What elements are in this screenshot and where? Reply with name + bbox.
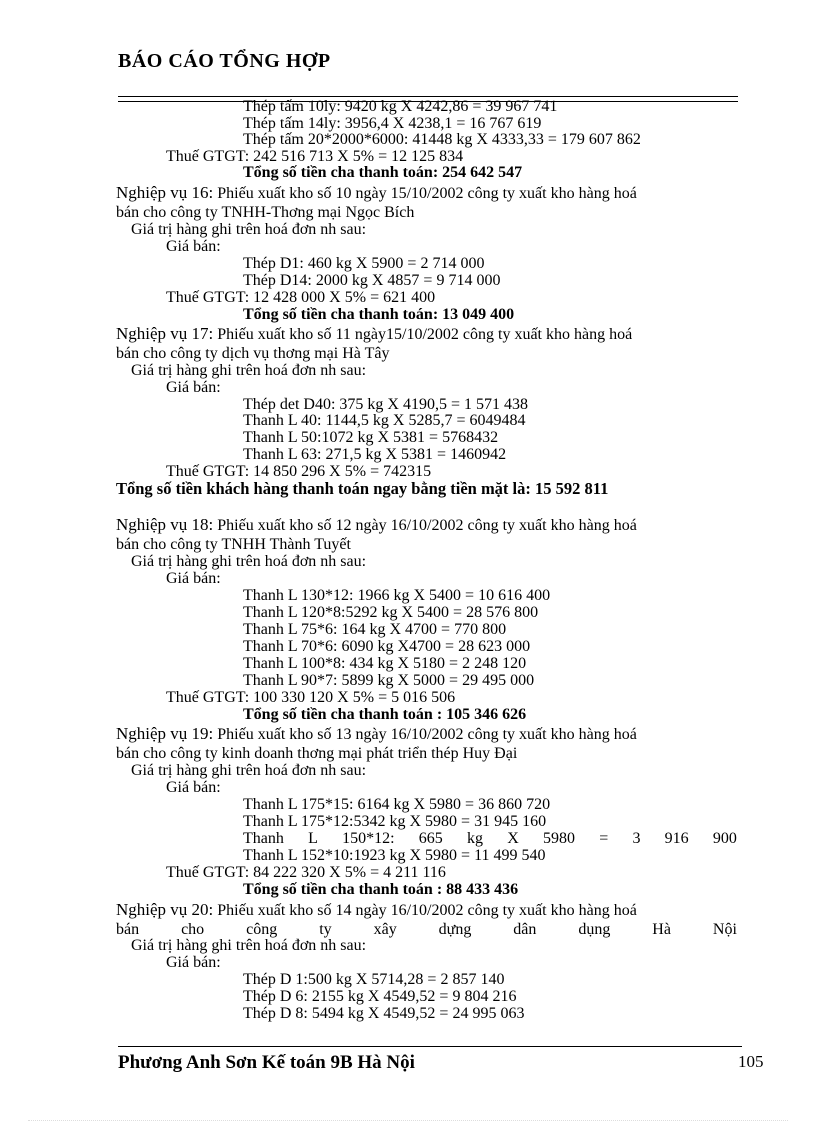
word: xây xyxy=(373,921,397,938)
text-line: Giá bán: xyxy=(166,779,221,796)
transaction-label: Nghiệp vụ 19: xyxy=(116,724,214,743)
text-line: Thép tấm 20*2000*6000: 41448 kg X 4333,33 = 179 607 862 xyxy=(243,131,641,148)
word: ty xyxy=(319,921,332,938)
total-line: Tổng số tiền cha thanh toán: 254 642 547 xyxy=(243,164,523,181)
text-line: bán cho công ty TNHH-Thơng mại Ngọc Bích xyxy=(116,204,415,221)
page-header-title: BÁO CÁO TỔNG HỢP xyxy=(118,50,331,72)
transaction-line xyxy=(116,516,637,534)
transaction-description: Phiếu xuất kho số 13 ngày 16/10/2002 công ty xuất kho hàng hoá xyxy=(217,726,637,743)
text-line: Giá bán: xyxy=(166,238,221,255)
tax-line: Thuế GTGT: 242 516 713 X 5% = 12 125 834 xyxy=(166,148,464,165)
transaction-label: Nghiệp vụ 16: xyxy=(116,183,214,202)
word: 150*12: xyxy=(342,830,395,847)
text-line: Thép D 8: 5494 kg X 4549,52 = 24 995 063 xyxy=(243,1005,525,1022)
transaction-description: Phiếu xuất kho số 12 ngày 16/10/2002 công ty xuất kho hàng hoá xyxy=(217,517,637,534)
transaction-description: Phiếu xuất kho số 11 ngày15/10/2002 công ty xuất kho hàng hoá xyxy=(217,326,633,343)
word: bán xyxy=(116,921,140,938)
text-line: Giá bán: xyxy=(166,570,221,587)
transaction-line xyxy=(116,184,637,202)
text-line: Thanh L 175*15: 6164 kg X 5980 = 36 860 720 xyxy=(243,796,551,813)
total-line: Tổng số tiền cha thanh toán : 105 346 626 xyxy=(243,706,527,723)
text-line: Thép D 1:500 kg X 5714,28 = 2 857 140 xyxy=(243,971,505,988)
text-line: bán cho công ty kinh doanh thơng mại phát triển thép Huy Đại xyxy=(116,745,518,762)
word: dựng xyxy=(438,921,472,938)
text-line: Thanh L 100*8: 434 kg X 5180 = 2 248 120 xyxy=(243,655,527,672)
page-edge xyxy=(28,1120,788,1121)
text-line: Thanh L 90*7: 5899 kg X 5000 = 29 495 000 xyxy=(243,672,535,689)
text-line: Thép tấm 14ly: 3956,4 X 4238,1 = 16 767 619 xyxy=(243,115,542,132)
word: L xyxy=(308,830,318,847)
transaction-description: Phiếu xuất kho số 10 ngày 15/10/2002 công ty xuất kho hàng hoá xyxy=(217,185,637,202)
text-line: Giá trị hàng ghi trên hoá đơn nh sau: xyxy=(131,762,367,779)
word: kg xyxy=(466,830,483,847)
text-line: Thanh L 63: 271,5 kg X 5381 = 1460942 xyxy=(243,446,507,463)
justified-line xyxy=(116,921,737,938)
text-line: Giá trị hàng ghi trên hoá đơn nh sau: xyxy=(131,937,367,954)
text-line: bán cho công ty dịch vụ thơng mại Hà Tây xyxy=(116,345,390,362)
word: Thanh xyxy=(243,830,284,847)
text-line: Thanh L 152*10:1923 kg X 5980 = 11 499 540 xyxy=(243,847,546,864)
word: cho xyxy=(181,921,205,938)
text-line: Thanh L 175*12:5342 kg X 5980 = 31 945 160 xyxy=(243,813,547,830)
word: Hà xyxy=(652,921,671,938)
text-line: bán cho công ty TNHH Thành Tuyết xyxy=(116,536,351,553)
text-line: Thanh L 75*6: 164 kg X 4700 = 770 800 xyxy=(243,621,507,638)
word: dân xyxy=(513,921,537,938)
text-line: Thép D 6: 2155 kg X 4549,52 = 9 804 216 xyxy=(243,988,517,1005)
word: X xyxy=(507,830,519,847)
text-line: Thép D1: 460 kg X 5900 = 2 714 000 xyxy=(243,255,485,272)
tax-line: Thuế GTGT: 84 222 320 X 5% = 4 211 116 xyxy=(166,864,446,881)
word: công xyxy=(246,921,278,938)
text-line: Giá trị hàng ghi trên hoá đơn nh sau: xyxy=(131,362,367,379)
word: = xyxy=(599,830,609,847)
text-line: Thanh L 120*8:5292 kg X 5400 = 28 576 800 xyxy=(243,604,539,621)
text-line: Thanh L 40: 1144,5 kg X 5285,7 = 6049484 xyxy=(243,412,526,429)
transaction-line xyxy=(116,725,637,743)
word: 3 xyxy=(632,830,641,847)
tax-line: Thuế GTGT: 12 428 000 X 5% = 621 400 xyxy=(166,289,436,306)
word: Nội xyxy=(712,921,737,938)
transaction-label: Nghiệp vụ 20: xyxy=(116,900,214,919)
transaction-line xyxy=(116,901,637,919)
text-line: Thép tấm 10ly: 9420 kg X 4242,86 = 39 967 741 xyxy=(243,98,558,115)
text-line: Giá bán: xyxy=(166,379,221,396)
transaction-label: Nghiệp vụ 18: xyxy=(116,515,214,534)
text-line: Giá bán: xyxy=(166,954,221,971)
word: dụng xyxy=(578,921,611,938)
text-line: Giá trị hàng ghi trên hoá đơn nh sau: xyxy=(131,553,367,570)
word: 5980 xyxy=(542,830,575,847)
footer-author: Phương Anh Sơn Kế toán 9B Hà Nội xyxy=(118,1052,415,1073)
tax-line: Thuế GTGT: 100 330 120 X 5% = 5 016 506 xyxy=(166,689,456,706)
page-number: 105 xyxy=(738,1052,764,1071)
transaction-line xyxy=(116,325,632,343)
text-line: Thép D14: 2000 kg X 4857 = 9 714 000 xyxy=(243,272,501,289)
transaction-description: Phiếu xuất kho số 14 ngày 16/10/2002 công ty xuất kho hàng hoá xyxy=(217,902,637,919)
text-line: Thanh L 130*12: 1966 kg X 5400 = 10 616 400 xyxy=(243,587,551,604)
footer-divider xyxy=(118,1046,742,1047)
total-line: Tổng số tiền cha thanh toán : 88 433 436 xyxy=(243,881,519,898)
text-line: Thanh L 70*6: 6090 kg X4700 = 28 623 000 xyxy=(243,638,531,655)
text-line: Thép det D40: 375 kg X 4190,5 = 1 571 438 xyxy=(243,396,528,413)
justified-line xyxy=(243,830,737,847)
word: 916 xyxy=(664,830,689,847)
text-line: Thanh L 50:1072 kg X 5381 = 5768432 xyxy=(243,429,499,446)
text-line: Giá trị hàng ghi trên hoá đơn nh sau: xyxy=(131,221,367,238)
total-line: Tổng số tiền khách hàng thanh toán ngay bằng tiền mặt là: 15 592 811 xyxy=(116,479,609,498)
word: 900 xyxy=(712,830,737,847)
tax-line: Thuế GTGT: 14 850 296 X 5% = 742315 xyxy=(166,463,432,480)
total-line: Tổng số tiền cha thanh toán: 13 049 400 xyxy=(243,306,515,323)
word: 665 xyxy=(418,830,443,847)
transaction-label: Nghiệp vụ 17: xyxy=(116,324,214,343)
